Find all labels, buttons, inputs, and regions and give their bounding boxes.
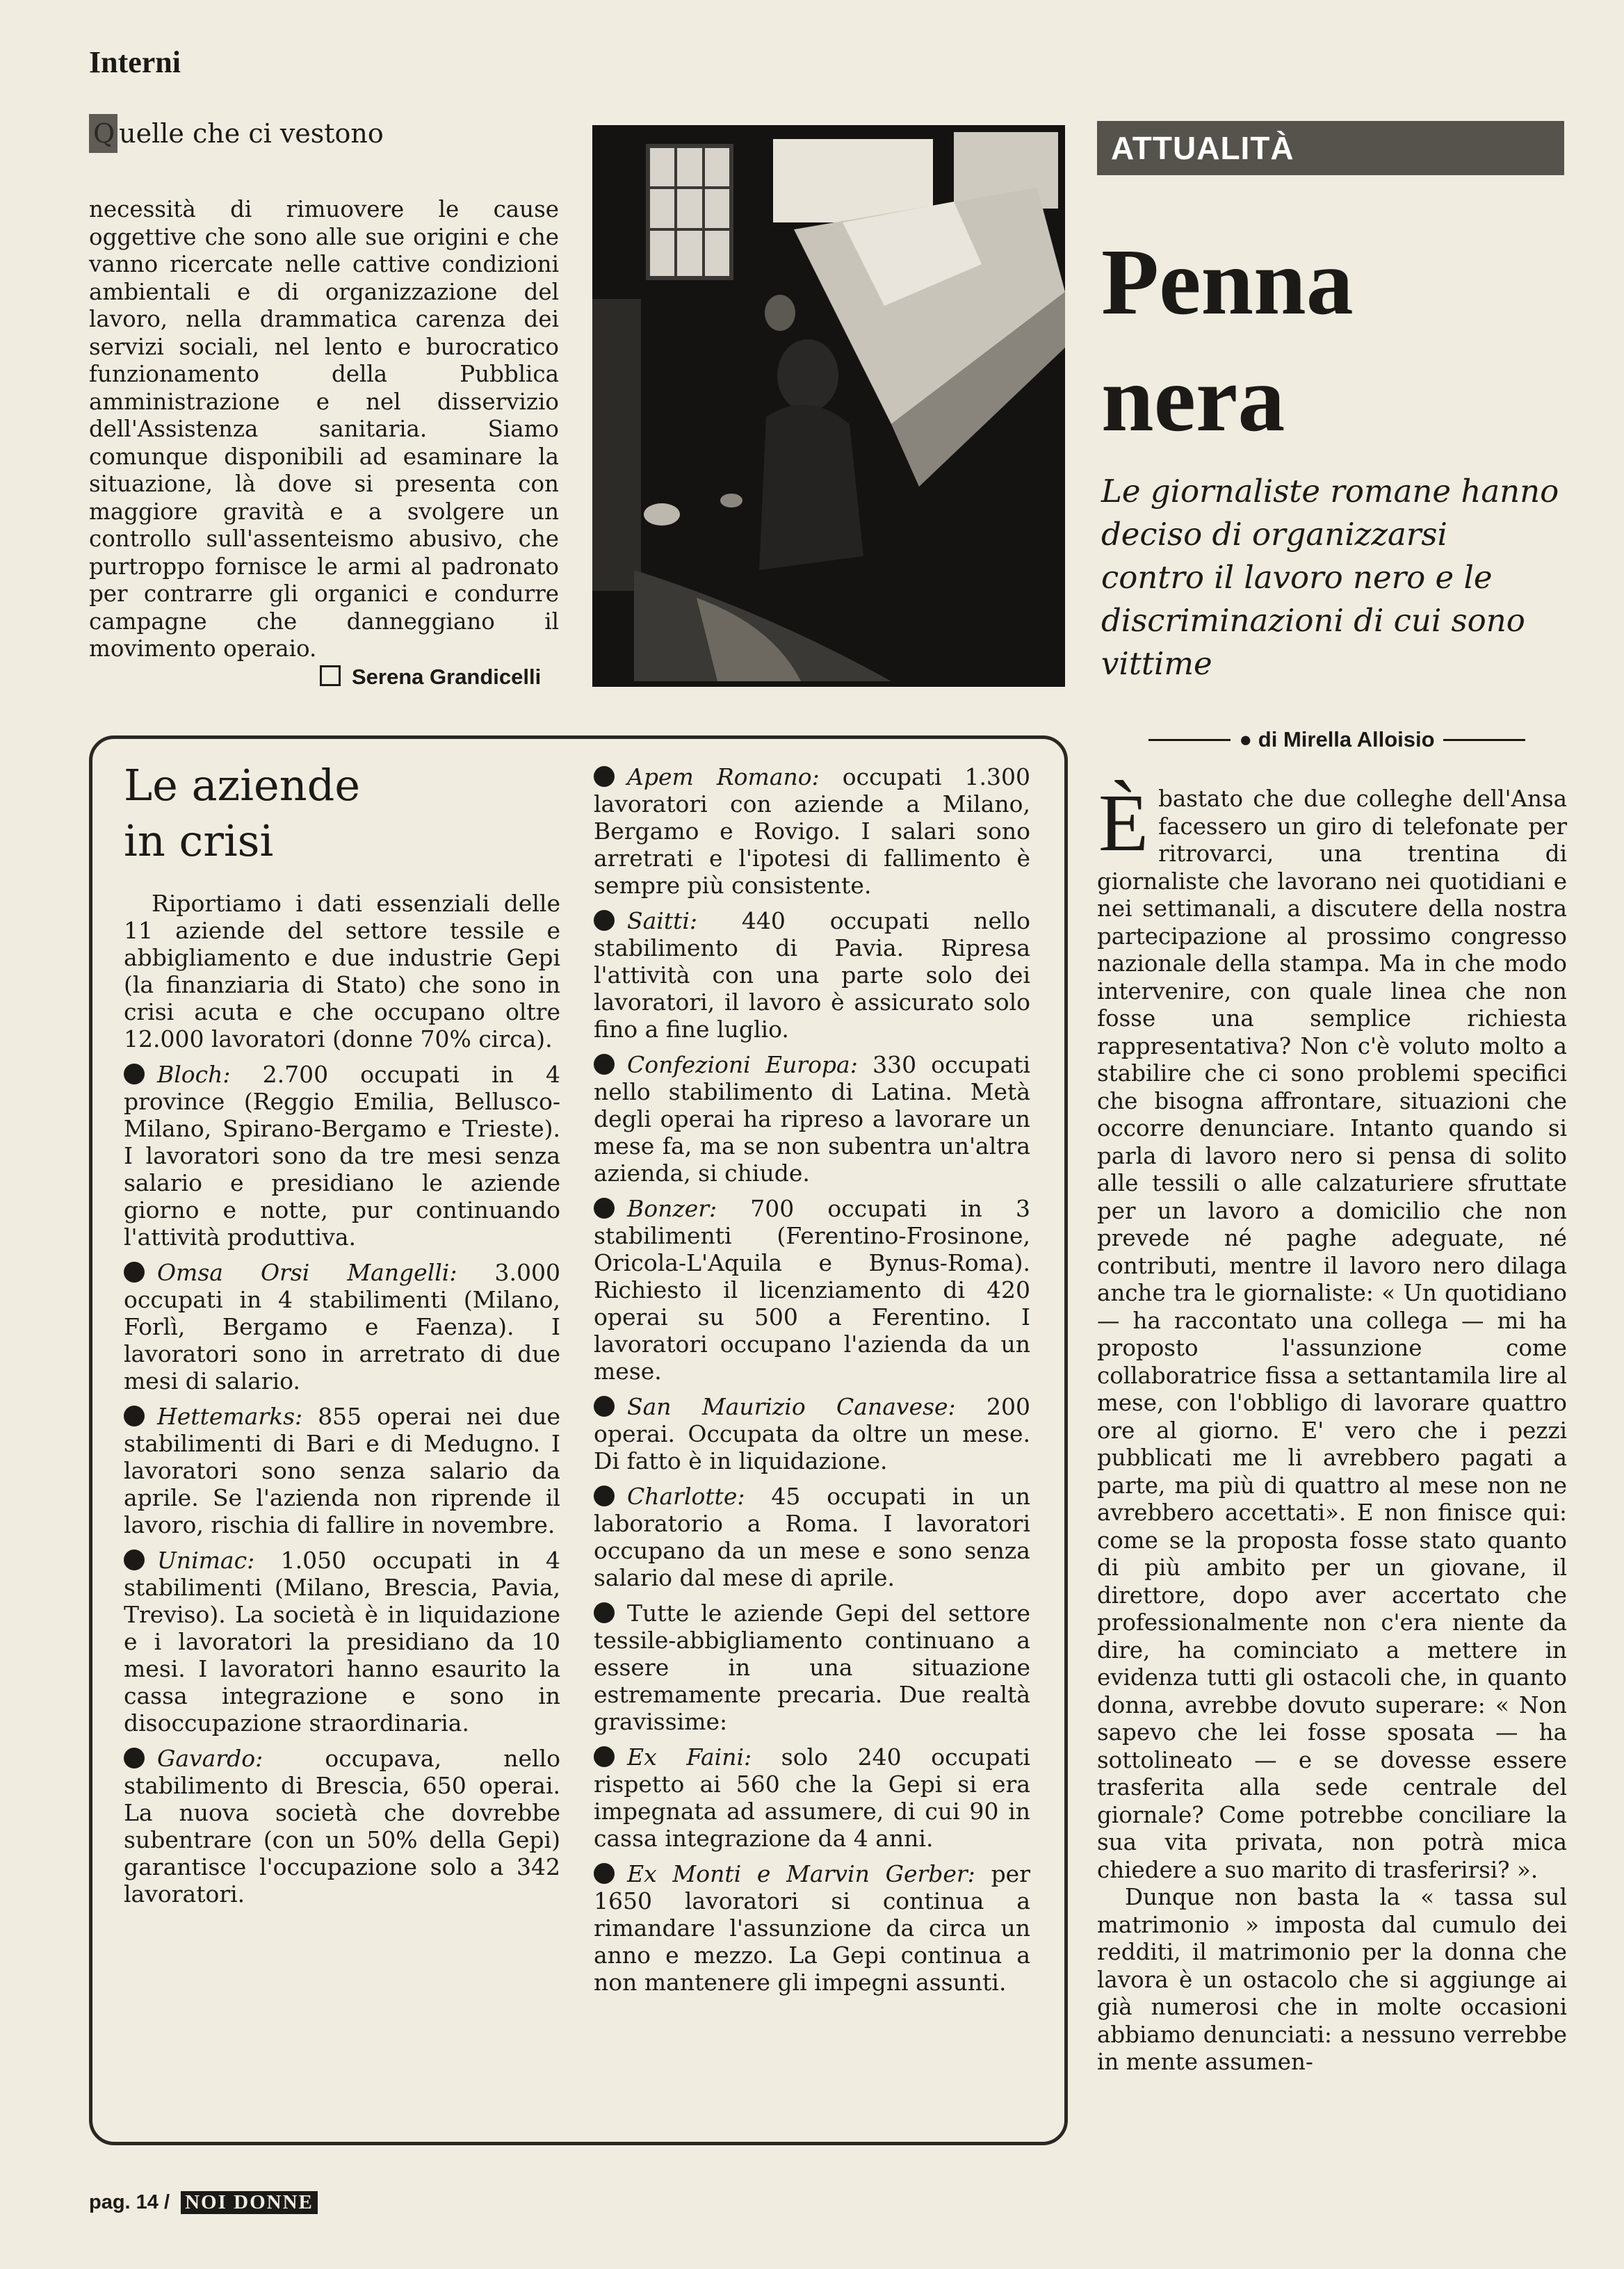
bullet-icon: [594, 910, 615, 931]
headline: [1101, 224, 1354, 457]
company-text: 2.700 occupati in 4 province (Reggio Emilia, Bellusco-Milano, Spirano-Bergamo e Trieste). I lavoratori sono da tre mesi senza salario e presidiano le aziende giorno e notte, pur continuando l'attività produttiva.: [124, 1061, 560, 1251]
byline-rule-left: [1148, 739, 1231, 741]
company-name: Bonzer:: [627, 1195, 717, 1222]
series-kicker: [89, 118, 384, 149]
byline-name: Mirella Alloisio: [1283, 727, 1435, 751]
company-text: solo 240 occupati rispetto ai 560 che la Gepi si era impegnata ad assumere, di cui 90 in cassa integrazione da 4 anni.: [594, 1743, 1030, 1852]
gepi-note-text: Tutte le aziende Gepi del settore tessile-abbigliamento continuano a essere in una situazione estremamente precaria. Due realtà gravissime:: [594, 1600, 1030, 1735]
company-name: San Maurizio Canavese:: [627, 1393, 956, 1420]
bullet-icon: [124, 1262, 145, 1283]
bullet-icon: [594, 1396, 615, 1417]
box-intro: Riportiamo i dati essenziali delle 11 aziende del settore tessile e abbigliamento e due industrie Gepi (la finanziaria di Stato) che sono in crisi acuta e che occupano oltre 12.000 lavoratori (donne 70% circa).: [124, 890, 560, 1052]
company-text: occupava, nello stabilimento di Brescia, 650 operai. La nuova società che dovrebbe subentrare (con un 50% della Gepi) garantisce l'occupazione solo a 342 lavoratori.: [124, 1745, 560, 1908]
box-column-right: [594, 763, 1030, 2004]
company-name: Omsa Orsi Mangelli:: [157, 1259, 457, 1286]
company-text: 700 occupati in 3 stabilimenti (Ferentino-Frosinone, Oricola-L'Aquila e Bynus-Roma). Richiesto il licenziamento di 420 operai su 500 a Ferentino. I lavoratori occupano l'azienda da un mese.: [594, 1195, 1030, 1385]
standfirst: Le giornaliste romane hanno deciso di organizzarsi contro il lavoro nero e le discriminazioni di cui sono vittime: [1101, 473, 1559, 682]
page-number: pag. 14 /: [89, 2191, 170, 2213]
box-title-line-2: in crisi: [124, 815, 274, 866]
company-name: Charlotte:: [627, 1483, 745, 1510]
company-text: 330 occupati nello stabilimento di Latina. Metà degli operai ha ripreso a lavorare un mese fa, ma se non subentra un'altra azienda, si chiude.: [594, 1051, 1030, 1187]
company-text: 45 occupati in un laboratorio a Roma. I lavoratori occupano da un mese e sono senza salario dal mese di aprile.: [594, 1483, 1030, 1591]
company-name: Hettemarks:: [157, 1403, 303, 1430]
company-item: [124, 1403, 560, 1538]
section-tag: [1097, 121, 1564, 175]
magazine-logo: NOI DONNE: [181, 2191, 318, 2214]
previous-article-ending: necessità di rimuovere le cause oggettive che sono alle sue origini e che vanno ricercate nelle cattive condizioni ambientali e di organizzazione del lavoro, nella drammatica carenza dei servizi sociali, nel lento e burocratico funzionamento della Pubblica amministrazione e nel disservizio dell'Assistenza sanitaria. Siamo comunque disponibili ad esaminare la situazione, là dove si presenta con maggiore gravità e a svolgere un controllo sull'assenteismo abusivo, che purtroppo fornisce le armi al padronato per contrarre gli organici e condurre campagne che danneggiano il movimento operaio.: [89, 196, 559, 662]
company-name: Saitti:: [627, 907, 698, 934]
company-item: [594, 1195, 1030, 1385]
end-mark-icon: [320, 665, 341, 686]
company-item: [594, 1483, 1030, 1591]
company-name: Gavardo:: [157, 1745, 263, 1772]
company-name: Bloch:: [157, 1061, 231, 1088]
company-text: 3.000 occupati in 4 stabilimenti (Milano, Forlì, Bergamo e Faenza). I lavoratori sono in arretrato di due mesi di salario.: [124, 1259, 560, 1394]
company-item: [124, 1547, 560, 1737]
bullet-icon: [124, 1748, 145, 1768]
company-text: 1.050 occupati in 4 stabilimenti (Milano, Brescia, Pavia, Treviso). La società è in liquidazione e i lavoratori la presidiano da 10 mesi. I lavoratori hanno esaurito la cassa integrazione e sono in disoccupazione straordinaria.: [124, 1547, 560, 1737]
box-title-line-1: Le aziende: [124, 760, 361, 811]
company-text: 855 operai nei due stabilimenti di Bari e di Medugno. I lavoratori sono senza salario da aprile. Se l'azienda non riprende il lavoro, rischia di fallire in novembre.: [124, 1403, 560, 1538]
author-name: Serena Grandicelli: [352, 665, 542, 689]
company-item: [594, 907, 1030, 1043]
company-name: Unimac:: [157, 1547, 255, 1574]
company-item: [124, 1259, 560, 1394]
previous-article-author: [320, 665, 541, 690]
company-item: [594, 1743, 1030, 1852]
bullet-icon: [124, 1406, 145, 1426]
bullet-icon: [124, 1550, 145, 1570]
headline-line-2: nera: [1101, 347, 1285, 451]
company-item: [124, 1061, 560, 1251]
company-name: Ex Monti e Marvin Gerber:: [627, 1860, 975, 1887]
bullet-icon: [594, 1198, 615, 1219]
section-tag-text: ATTUALITÀ: [1111, 130, 1294, 166]
company-text: per 1650 lavoratori si continua a rimandare l'assunzione da circa un anno e mezzo. La Gepi continua a non mantenere gli impegni assunti.: [594, 1860, 1030, 1996]
company-item: [594, 1393, 1030, 1474]
company-name: Ex Faini:: [627, 1743, 752, 1771]
bullet-icon: [594, 1746, 615, 1767]
company-item: [594, 1860, 1030, 1996]
bullet-icon: [594, 1602, 615, 1623]
byline-rule-right: [1443, 739, 1525, 741]
drop-cap: È: [1098, 777, 1149, 868]
company-item: [124, 1745, 560, 1908]
company-text: 200 operai. Occupata da oltre un mese. Di fatto è in liquidazione.: [594, 1393, 1030, 1474]
bullet-icon: [594, 766, 615, 787]
box-column-left: [124, 890, 560, 1916]
article-byline: [1105, 727, 1568, 752]
company-name: Confezioni Europa:: [627, 1051, 858, 1078]
kicker-text: uelle che ci vestono: [119, 118, 384, 149]
company-item: [594, 1051, 1030, 1187]
article-paragraph-1: [1097, 777, 1567, 1884]
box-title: [124, 758, 360, 869]
gepi-note: [594, 1600, 1030, 1735]
bullet-icon: [594, 1863, 615, 1884]
paragraph-1-text: bastato che due colleghe dell'Ansa facessero un giro di telefonate per ritrovarci, una trentina di giornaliste che lavorano nei quotidiani e nei settimanali, a discutere della nostra partecipazione al prossimo congresso nazionale della stampa. Ma in che modo intervenire, con quale linea che non fosse una semplice richiesta rappresentativa? Non c'è voluto molto a stabilire che ci sono problemi specifici che bisogna affrontare, situazioni che occorre denunciare. Intanto quando si parla di lavoro nero si pensa di solito alle tessili o alle calzaturiere sfruttate per un lavoro a domicilio che non prevede né paghe adeguate, né contributi, mentre il lavoro nero dilaga anche tra le giornaliste: « Un quotidiano — ha raccontato una collega — mi ha proposto l'assunzione come collaboratrice fissa a settantamila lire al mese, con l'obbligo di lavorare quattro ore al giorno. E' vero che i pezzi pubblicati me li avrebbero pagati a parte, ma più di quattro al mese non ne avrebbero accettati». E non finisce qui: come se la proposta fosse stato quanto di più ambito per un giovane, il direttore, dopo aver accertato che professionalmente non c'era niente da dire, ha cominciato a mettere in evidenza tutti gli ostacoli che, in quanto donna, avrebbe dovuto superare: « Non sapevo che lei fosse sposata — ha sottolineato — e se dovesse essere trasferita alla sede centrale del giornale? Come potrebbe conciliare la sua vita privata, non potrà mica chiedere a suo marito di trasferirsi? ».: [1097, 786, 1567, 1883]
byline-prefix: di: [1258, 727, 1278, 751]
section-label: Interni: [89, 45, 181, 79]
bullet-icon: [124, 1064, 145, 1084]
headline-line-1: Penna: [1101, 230, 1354, 334]
article-paragraph-2: Dunque non basta la « tassa sul matrimonio » imposta dal cumulo dei redditi, il matrimonio per la donna che lavora è un ostacolo che si aggiunge ai già numerosi che in molte occasioni abbiamo denunciati: a nessuno verrebbe in mente assumen-: [1097, 1884, 1567, 2075]
company-item: [594, 763, 1030, 899]
kicker-initial: Q: [89, 114, 117, 153]
company-text: occupati 1.300 lavoratori con aziende a Milano, Bergamo e Rovigo. I salari sono arretrati e l'ipotesi di fallimento è sempre più consistente.: [594, 763, 1030, 899]
workshop-photo: [592, 125, 1065, 687]
byline-bullet-icon: ●: [1239, 727, 1253, 751]
bullet-icon: [594, 1486, 615, 1506]
page-footer: [89, 2191, 318, 2214]
bullet-icon: [594, 1054, 615, 1075]
company-name: Apem Romano:: [627, 763, 820, 790]
article-body: [1097, 777, 1567, 2076]
company-text: 440 occupati nello stabilimento di Pavia. Ripresa l'attività con una parte solo dei lavoratori, il lavoro è assicurato solo fino a fine luglio.: [594, 907, 1030, 1043]
